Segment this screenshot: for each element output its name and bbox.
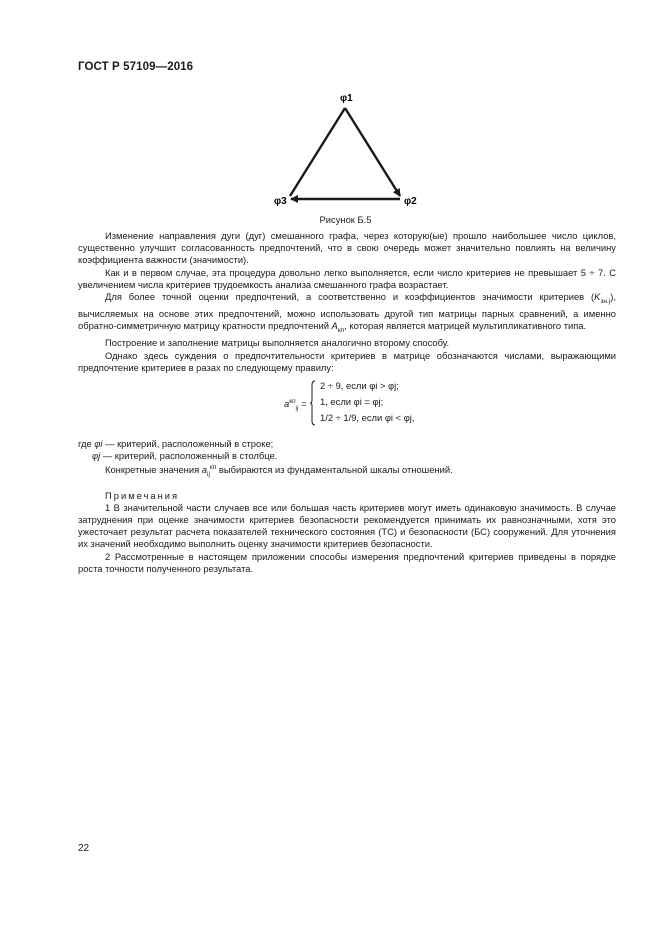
where-desc-1: — критерий, расположенный в строке; <box>102 437 274 449</box>
note-2: 2 Рассмотренные в настоящем приложении способы измерения предпочтений критериев приведены в порядке роста точности полученного результата. <box>78 550 616 574</box>
paragraph-2: Как и в первом случае, эта процедура довольно легко выполняется, если число критериев не превышает 5 ÷ 7. С увеличением числа критериев трудоемкость анализа смешанного графа возрастает. <box>78 266 616 290</box>
page-number: 22 <box>78 843 90 854</box>
formula-block <box>78 378 616 432</box>
formula-brace <box>310 380 316 426</box>
where-symbol-2: φj <box>92 450 101 462</box>
p3-text-c: , которая является матрицей мультипликативного типа. <box>344 320 587 332</box>
formula-case-1: 2 ÷ 9, если φi > φj; <box>320 379 399 391</box>
node-label-phi3: φ3 <box>274 196 287 207</box>
p6-symbol: a <box>201 464 207 476</box>
body-text <box>78 230 616 575</box>
formula-case-2: 1, если φi = φj; <box>320 395 384 407</box>
paragraph-4: Построение и заполнение матрицы выполняется аналогично второму способу. <box>105 337 450 349</box>
document-header: ГОСТ Р 57109—2016 <box>78 61 194 73</box>
a-subscript: кп <box>337 327 345 335</box>
p6-superscript: кп <box>209 464 217 472</box>
formula-cases <box>320 378 414 426</box>
p6-text-b: выбираются из фундаментальной шкалы отношений. <box>216 464 453 476</box>
paragraph-1: Изменение направления дуги (дуг) смешанного графа, через которую(ые) прошло наибольшее число циклов, существенно улучшит согласованность предпочтений, что в свою очередь может значительно повлиять на величину коэффициента важности (значимости). <box>78 230 616 266</box>
k-subscript: зн.j <box>600 297 611 305</box>
arc-phi1-to-phi2 <box>345 108 400 196</box>
figure-caption: Рисунок Б.5 <box>319 214 372 225</box>
a-symbol: A <box>331 320 338 332</box>
where-line-2 <box>78 450 616 462</box>
graph-diagram <box>270 88 420 214</box>
where-desc-2: — критерий, расположенный в столбце. <box>100 450 278 462</box>
edge-phi1-phi3 <box>290 108 345 196</box>
mixed-graph-figure <box>270 88 420 214</box>
where-line-1 <box>78 438 616 450</box>
p6-subscript: ij <box>207 471 210 479</box>
where-symbol-1: φi <box>94 437 103 449</box>
paragraph-5: Однако здесь суждения о предпочтительности критериев в матрице обозначаются числами, выражающими предпочтение критериев в разах по следующему правилу: <box>78 349 616 373</box>
where-prefix: где <box>78 437 92 449</box>
p6-text-a: Конкретные значения <box>105 464 202 476</box>
formula-a: a <box>284 398 290 410</box>
node-label-phi2: φ2 <box>404 196 417 207</box>
paragraph-3 <box>78 291 616 337</box>
formula-lhs <box>284 396 307 415</box>
note-1: 1 В значительной части случаев все или большая часть критериев могут иметь одинаковую значимость. В случае затруднения при оценке значимости критериев безопасности рекомендуется принимать их равнозначными, хотя это ужесточает результат расчета показателей технического состояния (ТС) и безопасности (БС) сооружений. Для уточнения их значений необходимо выполнить оценку значимости критериев безопасности. <box>78 501 616 550</box>
paragraph-6 <box>78 462 616 481</box>
p3-text-b: ), вычисляемых на основе этих предпочтений, можно использовать другой тип матрицы парных сравнений, а именно обратно-симметричную матрицу кратности предпочтений <box>78 291 616 332</box>
notes-title: Примечания <box>105 489 180 501</box>
k-symbol: K <box>594 291 601 303</box>
node-label-phi1: φ1 <box>340 93 353 104</box>
formula-case-3: 1/2 ÷ 1/9, если φi < φj, <box>320 411 415 423</box>
formula-sup: кп <box>289 397 296 405</box>
p3-text-a: Для более точной оценки предпочтений, а соответственно и коэффициентов значимости критериев ( <box>105 291 595 303</box>
formula-sub: ij <box>295 404 299 412</box>
formula-equals: = <box>301 398 307 410</box>
